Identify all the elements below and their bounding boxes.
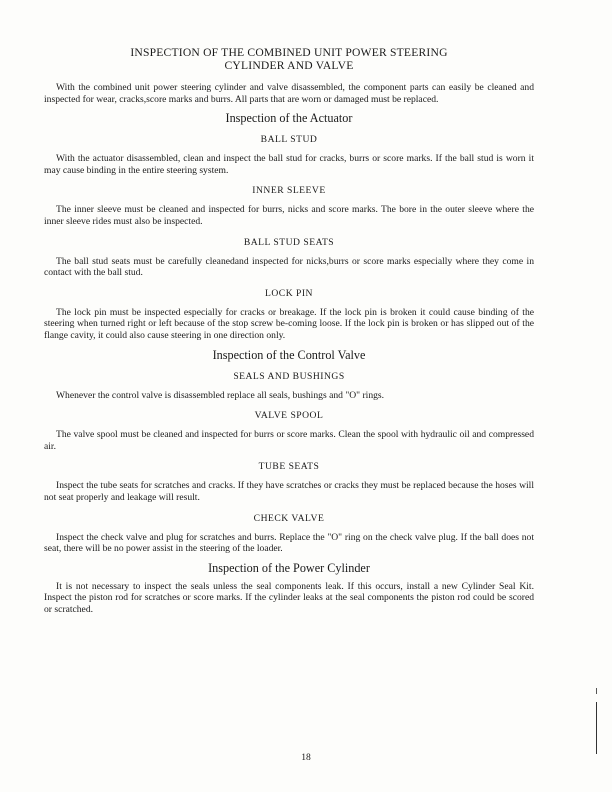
inner-sleeve-paragraph: The inner sleeve must be cleaned and inspected for burrs, nicks and score marks. The bore in the outer sleeve where the inner sleeve rides must also be inspected. <box>44 204 534 227</box>
ball-stud-paragraph: With the actuator disassembled, clean and inspect the ball stud for cracks, burrs or score marks. If the ball stud is worn it may cause binding in the entire steering system. <box>44 153 534 176</box>
check-valve-paragraph: Inspect the check valve and plug for scratches and burrs. Replace the "O" ring on the check valve plug. If the ball does not seat, there will be no power assist in the steering of the loader. <box>44 531 534 555</box>
inner-sleeve-heading: INNER SLEEVE <box>252 185 326 197</box>
seals-heading: SEALS AND BUSHINGS <box>233 370 345 382</box>
ball-stud-heading: BALL STUD <box>260 134 318 146</box>
title-line-2: CYLINDER AND VALVE <box>224 59 354 72</box>
page-number: 18 <box>301 752 311 763</box>
lock-pin-heading: LOCK PIN <box>265 287 313 299</box>
intro-paragraph: With the combined unit power steering cylinder and valve disassembled, the component parts can easily be cleaned and inspected for wear, cracks,score marks and burrs. All parts that are worn or damaged must be replaced. <box>44 82 534 105</box>
title-line-1: INSPECTION OF THE COMBINED UNIT POWER STEERING <box>130 46 448 59</box>
lock-pin-paragraph: The lock pin must be inspected especially for cracks or breakage. If the lock pin is broken it could cause binding of the steering when turned right or left because of the stop screw be-coming loose. If the lock pin is broken or has slipped out of the flange cavity, it could also cause steering in one direction only. <box>44 306 534 341</box>
actuator-heading: Inspection of the Actuator <box>225 111 353 126</box>
valve-spool-heading: VALVE SPOOL <box>254 410 324 422</box>
power-cylinder-heading: Inspection of the Power Cylinder <box>208 560 370 575</box>
tube-seats-heading: TUBE SEATS <box>258 461 320 473</box>
ball-stud-seats-paragraph: The ball stud seats must be carefully cleanedand inspected for nicks,burrs or score marks especially where they come in contact with the ball stud. <box>44 255 534 279</box>
power-cylinder-paragraph: It is not necessary to inspect the seals unless the seal components leak. If this occurs, install a new Cylinder Seal Kit. Inspect the piston rod for scratches or score marks. If the cylinder leaks at the seal components the piston rod could be scored or scratched. <box>44 580 534 615</box>
document-page <box>44 46 534 615</box>
check-valve-heading: CHECK VALVE <box>253 512 325 524</box>
control-valve-heading: Inspection of the Control Valve <box>212 347 366 362</box>
document-title <box>44 46 534 72</box>
ball-stud-seats-heading: BALL STUD SEATS <box>243 236 335 248</box>
scan-edge-mark <box>596 688 597 694</box>
seals-paragraph: Whenever the control valve is disassembled replace all seals, bushings and "O" rings. <box>56 389 385 401</box>
valve-spool-paragraph: The valve spool must be cleaned and inspected for burrs or score marks. Clean the spool with hydraulic oil and compressed air. <box>44 429 534 452</box>
scan-edge-line <box>596 702 597 754</box>
tube-seats-paragraph: Inspect the tube seats for scratches and cracks. If they have scratches or cracks they must be replaced because the hoses will not seat properly and leakage will result. <box>44 480 534 503</box>
